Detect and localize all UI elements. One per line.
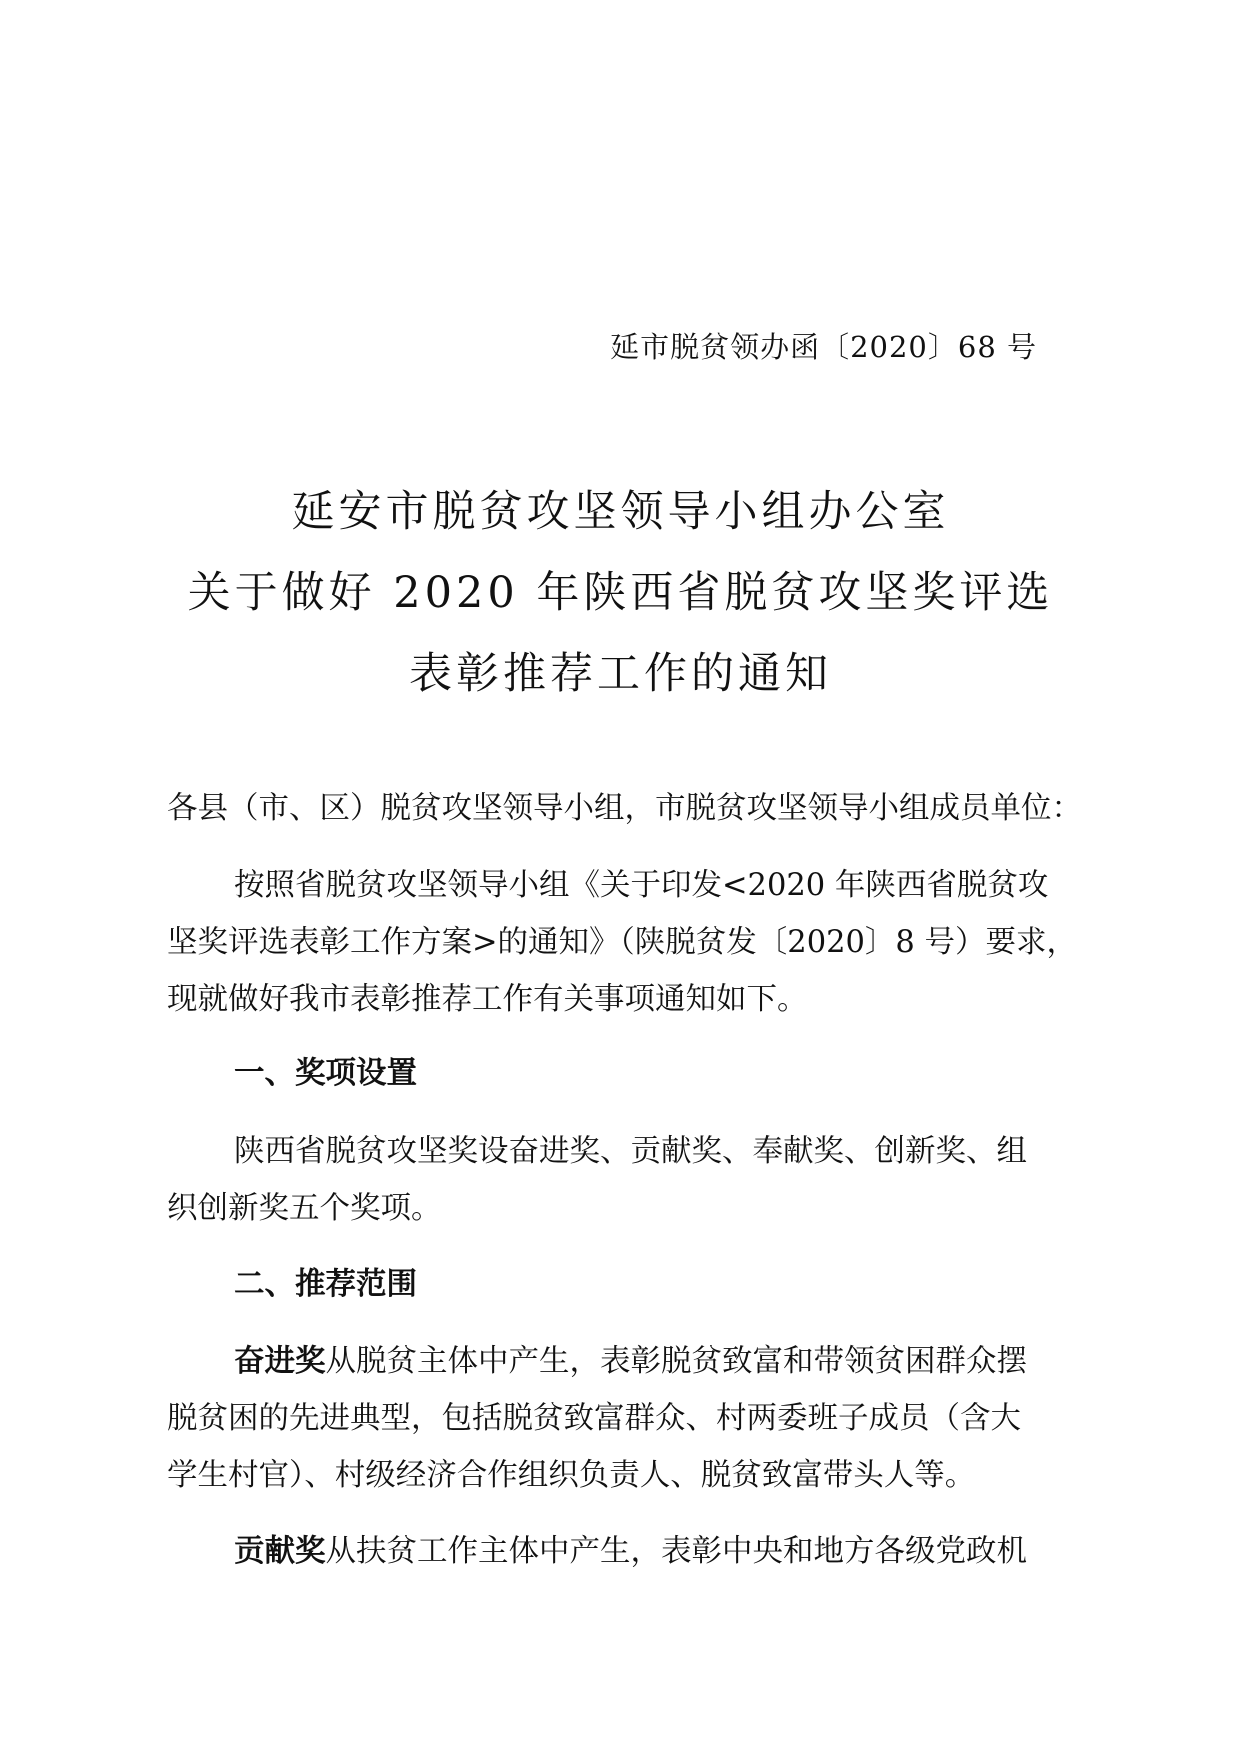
award-fenjin-line-2: 脱贫困的先进典型，包括脱贫致富群众、村两委班子成员（含大 — [167, 1401, 1021, 1436]
award-fenjin-line-1 — [234, 1336, 1027, 1380]
intro-line-2: 坚奖评选表彰工作方案>的通知》（陕脱贫发〔2020〕8 号）要求， — [167, 925, 1078, 960]
section-1-line-1: 陕西省脱贫攻坚奖设奋进奖、贡献奖、奉献奖、创新奖、组 — [234, 1134, 1027, 1169]
document-number: 延市脱贫领办函〔2020〕68 号 — [610, 330, 1037, 364]
section-1-heading: 一、奖项设置 — [234, 1055, 417, 1091]
intro-line-3: 现就做好我市表彰推荐工作有关事项通知如下。 — [167, 982, 808, 1017]
award-gongxian-name: 贡献奖 — [234, 1533, 326, 1569]
section-1-line-2: 织创新奖五个奖项。 — [167, 1191, 442, 1226]
award-fenjin-name: 奋进奖 — [234, 1343, 326, 1379]
section-2-heading: 二、推荐范围 — [234, 1266, 417, 1302]
salutation: 各县（市、区）脱贫攻坚领导小组，市脱贫攻坚领导小组成员单位： — [167, 791, 1082, 826]
intro-line-1: 按照省脱贫攻坚领导小组《关于印发<2020 年陕西省脱贫攻 — [234, 868, 1049, 903]
title-line-2: 关于做好 2020 年陕西省脱贫攻坚奖评选 — [187, 568, 1054, 618]
award-fenjin-line-3: 学生村官）、村级经济合作组织负责人、脱贫致富带头人等。 — [167, 1458, 976, 1493]
title-line-1: 延安市脱贫攻坚领导小组办公室 — [291, 487, 950, 537]
award-gongxian-text: 从扶贫工作主体中产生，表彰中央和地方各级党政机 — [325, 1534, 1027, 1569]
award-gongxian-line-1 — [234, 1526, 1027, 1570]
award-fenjin-text: 从脱贫主体中产生，表彰脱贫致富和带领贫困群众摆 — [325, 1344, 1027, 1379]
title-line-3: 表彰推荐工作的通知 — [409, 649, 832, 699]
